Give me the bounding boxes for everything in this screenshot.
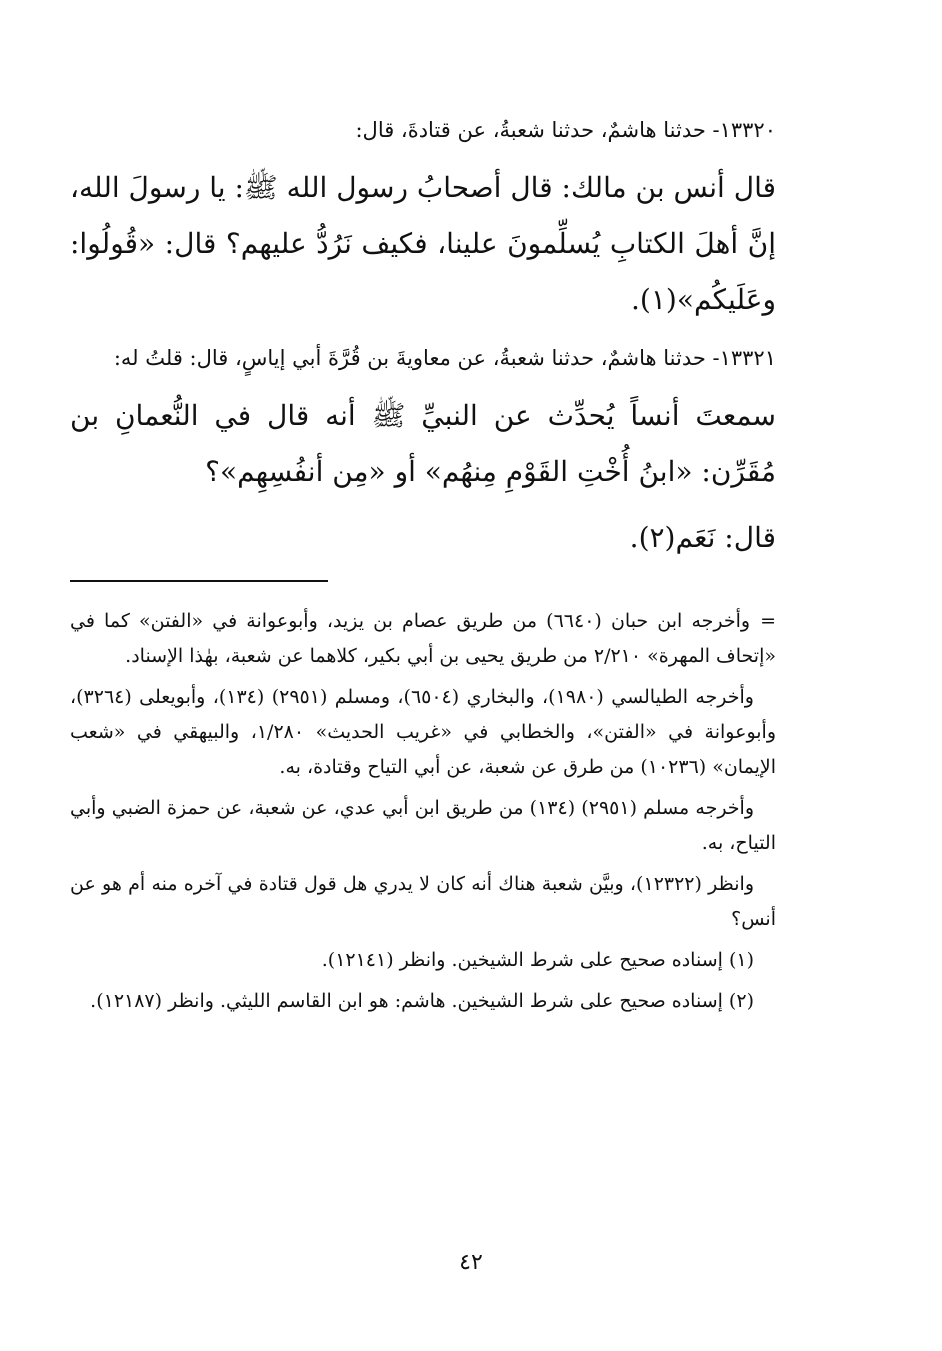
hadith-13321-isnad: ١٣٣٢١- حدثنا هاشمٌ، حدثنا شعبةُ، عن معاويةَ بن قُرَّةَ أبي إياسٍ، قال: قلتُ له: xyxy=(113,346,776,370)
footnote-separator xyxy=(70,580,328,582)
hadith-13320-isnad: ١٣٣٢٠- حدثنا هاشمٌ، حدثنا شعبةُ، عن قتادةَ، قال: xyxy=(355,118,776,142)
footnote-text: وأخرجه ابن حبان (٦٦٤٠) من طريق عصام بن يزيد، وأبوعوانة في «الفتن» كما في «إتحاف المهرة» ٢/٢١٠ من طريق يحيى بن أبي بكير، كلاهما عن شعبة، بهٰذا الإسناد. xyxy=(70,610,776,667)
footnote-paragraph xyxy=(70,604,776,674)
footnotes xyxy=(70,604,776,1019)
page-number: ٤٢ xyxy=(459,1250,483,1275)
hadith-13320-matn: قال أنس بن مالك: قال أصحابُ رسول الله ﷺ: يا رسولَ الله، إنَّ أهلَ الكتابِ يُسلِّمونَ علينا، فكيف نَرُدُّ عليهم؟ قال: «قُولُوا: وعَلَيكُم»(١). xyxy=(70,171,776,316)
page-body xyxy=(70,110,776,1025)
footnote-paragraph: وأخرجه مسلم (٢٩٥١) (١٣٤) من طريق ابن أبي عدي، عن شعبة، عن حمزة الضبي وأبي التياح، به. xyxy=(70,797,776,854)
continuation-mark: = xyxy=(760,610,776,632)
footnote-paragraph: وانظر (١٢٣٢٢)، وبيَّن شعبة هناك أنه كان لا يدري هل قول قتادة في آخره منه أم هو عن أنس؟ xyxy=(70,873,776,930)
footnote-paragraph: وأخرجه الطيالسي (١٩٨٠)، والبخاري (٦٥٠٤)، ومسلم (٢٩٥١) (١٣٤)، وأبويعلى (٣٢٦٤)، وأبوعوانة في «الفتن»، والخطابي في «غريب الحديث» ١/٢٨٠، والبيهقي في «شعب الإيمان» (١٠٢٣٦) من طرق عن شعبة، عن أبي التياح وقتادة، به. xyxy=(70,686,777,778)
footnote-1: (١) إسناده صحيح على شرط الشيخين. وانظر (١٢١٤١). xyxy=(321,949,754,971)
footnote-2: (٢) إسناده صحيح على شرط الشيخين. هاشم: هو ابن القاسم الليثي. وانظر (١٢١٨٧). xyxy=(90,990,754,1012)
hadith-13321-answer: قال: نَعَم(٢). xyxy=(629,521,776,554)
hadith-13321-matn: سمعتَ أنساً يُحدِّث عن النبيِّ ﷺ أنه قال في النُّعمانِ بن مُقَرِّن: «ابنُ أُخْتِ القَوْمِ مِنهُم» أو «مِن أنفُسِهِم»؟ xyxy=(70,399,776,488)
